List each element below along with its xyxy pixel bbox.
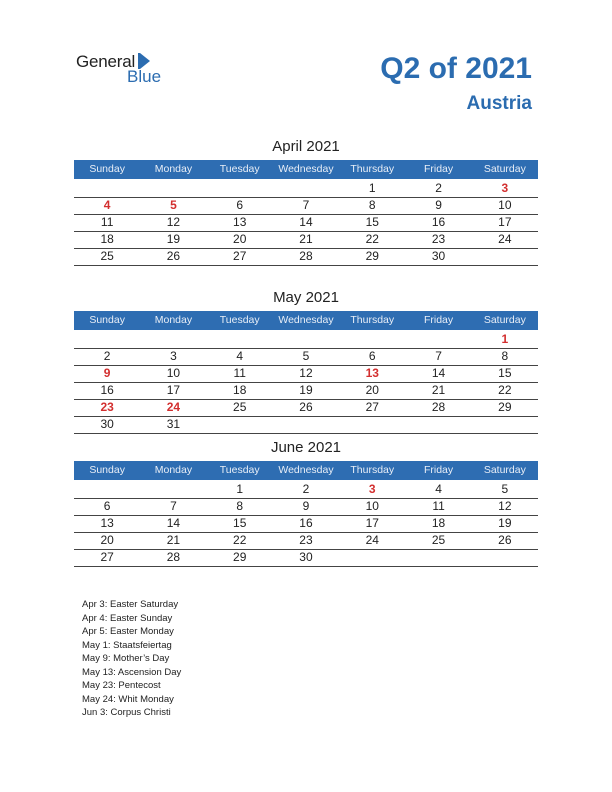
day-cell: 30 [431, 249, 446, 263]
weekday-header: Sunday [89, 464, 125, 476]
day-cell: 2 [302, 482, 310, 496]
holiday-day-cell: 4 [103, 198, 111, 212]
holiday-item: Apr 3: Easter Saturday [82, 599, 179, 610]
day-cell: 17 [365, 516, 379, 530]
weekday-header: Wednesday [278, 464, 334, 476]
day-cell: 11 [100, 215, 114, 229]
weekday-header: Sunday [89, 163, 125, 175]
day-cell: 8 [368, 198, 376, 212]
week-row [74, 382, 538, 400]
weekday-header: Wednesday [278, 163, 334, 175]
day-cell: 10 [166, 366, 181, 380]
day-cell: 16 [431, 215, 446, 229]
day-cell: 27 [100, 550, 114, 564]
week-row [74, 549, 538, 567]
weekday-header: Monday [154, 314, 193, 326]
day-cell: 23 [299, 533, 313, 547]
month-title: May 2021 [273, 289, 339, 306]
day-cell: 27 [365, 400, 379, 414]
holiday-list [82, 598, 181, 720]
day-cell: 22 [498, 383, 512, 397]
day-cell: 1 [368, 181, 376, 195]
day-cell: 12 [166, 215, 181, 229]
day-cell: 26 [166, 249, 181, 263]
logo-general-text: General [76, 52, 136, 71]
day-cell: 14 [166, 516, 181, 530]
weekday-header: Saturday [483, 163, 526, 175]
weekday-header: Wednesday [278, 314, 334, 326]
country-name: Austria [466, 93, 532, 114]
day-cell [472, 549, 538, 566]
day-cell: 23 [431, 232, 446, 246]
day-cell: 7 [302, 198, 310, 212]
day-cell: 24 [498, 232, 512, 246]
weekday-header: Tuesday [219, 464, 260, 476]
day-cell: 17 [498, 215, 512, 229]
weekday-header: Friday [423, 163, 454, 175]
day-cell: 11 [233, 366, 246, 380]
day-cell: 2 [103, 349, 111, 363]
day-cell: 12 [299, 366, 313, 380]
weekday-header-row [74, 461, 538, 480]
week-row [74, 481, 538, 499]
day-cell: 30 [100, 417, 114, 431]
weekday-header: Saturday [483, 314, 526, 326]
day-cell [472, 248, 538, 265]
holiday-item: May 1: Staatsfeiertag [82, 639, 172, 651]
holiday-item: Jun 3: Corpus Christi [82, 707, 171, 718]
day-cell [405, 549, 471, 566]
week-row [74, 498, 538, 516]
day-cell: 16 [100, 383, 114, 397]
day-cell: 21 [431, 383, 446, 397]
day-cell: 11 [432, 499, 445, 513]
day-cell: 7 [170, 499, 177, 513]
weekday-header: Sunday [89, 314, 125, 326]
day-cell: 21 [166, 533, 181, 547]
day-cell [339, 549, 405, 566]
day-cell: 15 [233, 516, 247, 530]
day-cell: 1 [236, 482, 244, 496]
day-cell: 2 [435, 181, 442, 195]
day-cell: 19 [498, 516, 512, 530]
weekday-header: Tuesday [219, 314, 260, 326]
day-cell [405, 331, 471, 348]
day-cell: 25 [233, 400, 247, 414]
day-cell [74, 180, 140, 197]
weekday-header: Monday [154, 163, 193, 175]
day-cell [405, 416, 471, 433]
day-cell: 26 [299, 400, 313, 414]
day-cell: 22 [233, 533, 247, 547]
day-cell [140, 331, 206, 348]
day-cell: 31 [166, 417, 181, 431]
week-row [74, 532, 538, 550]
day-cell [273, 416, 339, 433]
week-row [74, 231, 538, 249]
day-cell: 28 [431, 400, 446, 414]
holiday-day-cell: 5 [170, 198, 177, 212]
day-cell: 29 [233, 550, 247, 564]
holiday-day-cell: 3 [501, 181, 509, 195]
day-cell: 28 [299, 249, 313, 263]
day-cell: 27 [233, 249, 247, 263]
day-cell: 14 [431, 366, 446, 380]
holiday-item: May 13: Ascension Day [82, 666, 182, 678]
holiday-day-cell: 23 [100, 400, 114, 414]
weekday-header-row [74, 311, 538, 330]
day-cell: 5 [302, 349, 310, 363]
day-cell: 20 [100, 533, 114, 547]
day-cell: 10 [498, 198, 512, 212]
holiday-day-cell: 1 [501, 332, 509, 346]
day-cell: 19 [166, 232, 181, 246]
holiday-day-cell: 13 [365, 366, 379, 380]
week-row [74, 248, 538, 266]
day-cell: 29 [365, 249, 379, 263]
week-row [74, 180, 538, 198]
holiday-item: Apr 4: Easter Sunday [82, 612, 173, 624]
day-cell: 18 [233, 383, 247, 397]
weekday-header: Thursday [350, 163, 395, 175]
day-cell: 9 [435, 198, 442, 212]
day-cell: 12 [498, 499, 512, 513]
holiday-item: May 9: Mother’s Day [82, 653, 170, 664]
day-cell: 25 [431, 533, 446, 547]
weekday-header: Thursday [350, 314, 395, 326]
day-cell [207, 180, 273, 197]
day-cell: 5 [501, 482, 509, 496]
day-cell: 20 [365, 383, 379, 397]
day-cell: 25 [100, 249, 114, 263]
day-cell: 30 [299, 550, 313, 564]
week-row [74, 399, 538, 417]
week-row [74, 331, 538, 349]
holiday-item: May 23: Pentecost [82, 680, 161, 691]
holiday-item: Apr 5: Easter Monday [82, 626, 174, 637]
day-cell [472, 416, 538, 433]
day-cell [140, 180, 206, 197]
day-cell: 19 [299, 383, 313, 397]
day-cell [207, 416, 273, 433]
day-cell [74, 331, 140, 348]
day-cell: 17 [166, 383, 181, 397]
weekday-header: Tuesday [219, 163, 260, 175]
weekday-header: Thursday [350, 464, 395, 476]
day-cell [339, 331, 405, 348]
weekday-header-row [74, 160, 538, 179]
week-row [74, 197, 538, 215]
holiday-day-cell: 24 [166, 400, 181, 414]
day-cell: 13 [100, 516, 114, 530]
day-cell: 7 [435, 349, 442, 363]
day-cell [207, 331, 273, 348]
week-row [74, 365, 538, 383]
day-cell: 28 [166, 550, 181, 564]
day-cell: 4 [435, 482, 442, 496]
week-row [74, 416, 538, 434]
day-cell: 4 [236, 349, 244, 363]
day-cell: 29 [498, 400, 512, 414]
day-cell: 3 [170, 349, 177, 363]
weekday-header: Friday [423, 314, 454, 326]
weekday-header: Friday [423, 464, 454, 476]
day-cell: 8 [501, 349, 509, 363]
day-cell: 14 [299, 215, 313, 229]
day-cell: 21 [299, 232, 313, 246]
day-cell: 20 [233, 232, 247, 246]
day-cell [273, 331, 339, 348]
month-title: June 2021 [270, 439, 342, 456]
day-cell [339, 416, 405, 433]
day-cell: 10 [365, 499, 379, 513]
weekday-header: Monday [154, 464, 193, 476]
day-cell: 6 [103, 499, 111, 513]
day-cell [273, 180, 339, 197]
day-cell: 18 [100, 232, 114, 246]
day-cell: 6 [236, 198, 244, 212]
month-title: April 2021 [272, 138, 340, 155]
week-row [74, 214, 538, 232]
day-cell: 8 [236, 499, 244, 513]
holiday-day-cell: 3 [368, 482, 376, 496]
holiday-day-cell: 9 [103, 366, 111, 380]
day-cell: 9 [302, 499, 310, 513]
weekday-header: Saturday [483, 464, 526, 476]
day-cell: 13 [233, 215, 247, 229]
week-row [74, 515, 538, 533]
day-cell: 15 [498, 366, 512, 380]
week-row [74, 348, 538, 366]
day-cell [74, 481, 140, 498]
day-cell [140, 481, 206, 498]
holiday-item: May 24: Whit Monday [82, 693, 174, 705]
day-cell: 22 [365, 232, 379, 246]
day-cell: 26 [498, 533, 512, 547]
day-cell: 6 [368, 349, 376, 363]
page-title: Q2 of 2021 [380, 52, 532, 85]
day-cell: 18 [431, 516, 446, 530]
day-cell: 24 [365, 533, 379, 547]
day-cell: 15 [365, 215, 379, 229]
logo-blue-text: Blue [127, 67, 162, 86]
day-cell: 16 [299, 516, 313, 530]
